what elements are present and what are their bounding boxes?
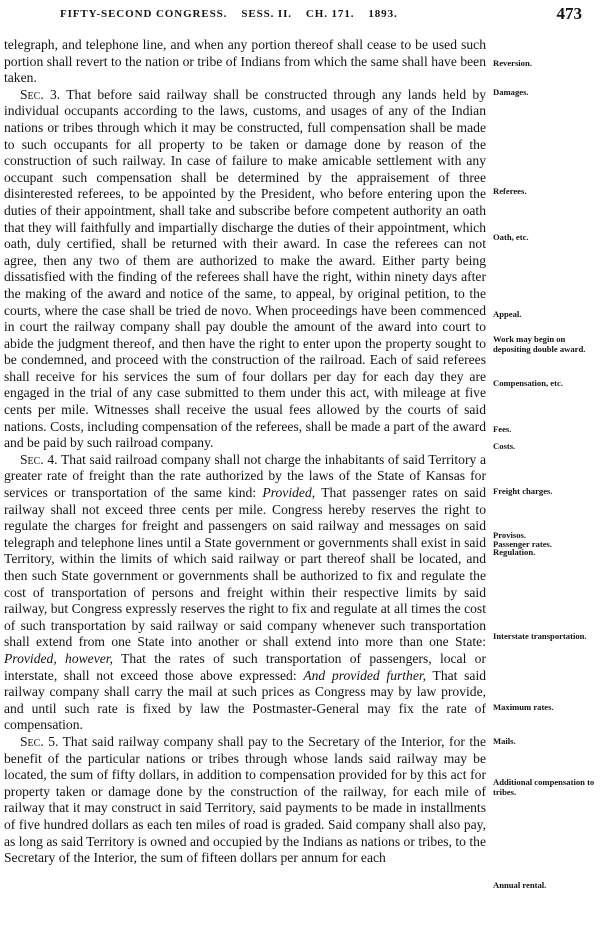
margin-notes	[493, 0, 595, 938]
proviso-3: And provided further,	[303, 667, 427, 683]
margin-note-appeal: Appeal.	[493, 309, 522, 319]
margin-note-reversion: Reversion.	[493, 58, 532, 68]
section-5-label: Sec. 5.	[20, 733, 59, 749]
header-title	[60, 8, 412, 20]
paragraph-reversion: telegraph, and telephone line, and when any portion thereof shall cease to be used such portion shall revert to the nation or tribe of Indians from which the same shall have been taken.	[4, 37, 486, 86]
margin-note-maximum-rates: Maximum rates.	[493, 702, 554, 712]
margin-note-annual-rental: Annual rental.	[493, 880, 547, 890]
margin-note-damages: Damages.	[493, 87, 529, 97]
margin-note-freight-charges: Freight charges.	[493, 486, 553, 496]
proviso-2: Provided, however,	[4, 650, 113, 666]
margin-note-interstate-transportation: Interstate transportation.	[493, 631, 587, 641]
margin-note-passenger-rates: Passenger rates.	[493, 539, 553, 549]
header-year: 1893.	[368, 8, 398, 20]
margin-note-regulation: Regulation.	[493, 547, 536, 557]
margin-note-costs: Costs.	[493, 441, 516, 451]
section-4-text-b: That passenger rates on said railway shall not exceed three cents per mile. Congress hereby reserves the right to regulate the charges for freight and passengers on said railway and messages on said telegraph and telephone lines until a State government or governments shall exist in said Territory, within the limits of which said railway or part thereof shall be located, and then such State government or governments shall be authorized to fix and regulate the cost of transportation of persons and freight within their respective limits by said railway, but Congress expressly reserves the right to fix and regulate at all times the cost of such transportation by said railway or said company whenever such transportation shall extend from one State into another or shall extend into more than one State:	[4, 485, 486, 650]
section-4-label: Sec. 4.	[20, 451, 58, 467]
section-5	[4, 734, 486, 867]
margin-note-fees: Fees.	[493, 424, 512, 434]
section-5-text: That said railway company shall pay to the Secretary of the Interior, for the benefit of the particular nations or tribes through whose lands said railway may be located, the sum of fifty dollars, in addition to compensation provided for by this act for property taken or damage done by the construction of the railway, for each mile of railway that it may construct in said Territory, said payments to be made in installments of five hundred dollars as each ten miles of road is graded. Said company shall also pay, as long as said Territory is owned and occupied by the Indians as nations or tribes, to the Secretary of the Interior, the sum of fifteen dollars per annum for each	[4, 733, 486, 866]
section-4-text-a: That said railroad company shall not charge the inhabitants of said Territory a greater rate of freight than the rate authorized by the laws of the State of Kansas for services or transportation of the same kind:	[4, 451, 486, 501]
page-number: 473	[556, 4, 582, 23]
margin-note-oath: Oath, etc.	[493, 232, 529, 242]
header-session: SESS. II.	[241, 8, 292, 20]
margin-note-provisos: Provisos.	[493, 530, 527, 540]
proviso-1: Provided,	[262, 485, 316, 501]
margin-note-work-may-begin: Work may begin on depositing double award.	[493, 334, 586, 354]
section-4-text-c: That the rates of such transportation of passengers, local or interstate, shall not exceed those above expressed:	[4, 650, 486, 683]
section-4-text-d: That said railway company shall carry the mail at such prices as Congress may by law provide, and until such rate is fixed by law the Postmaster-General may fix the rate of compensation.	[4, 667, 487, 733]
header-chapter: CH. 171.	[305, 8, 355, 20]
margin-note-referees: Referees.	[493, 186, 527, 196]
section-3-label: Sec. 3.	[20, 86, 61, 102]
section-3	[4, 87, 486, 452]
header-congress: FIFTY-SECOND CONGRESS.	[60, 8, 228, 20]
section-3-text: That before said railway shall be constructed through any lands held by individual occupants according to the laws, customs, and usages of any of the Indian nations or tribes through which it may be constructed, full compensation shall be made to such occupants for all property to be taken or damage done by reason of the construction of such railway. In case of failure to make amicable settlement with any occupant such compensation shall be determined by the appraisement of three disinterested referees, to be appointed by the President, who before entering upon the duties of their appointment, shall take and subscribe before competent authority an oath that they will faithfully and impartially discharge the duties of their appointment, which oath, duly certified, shall be returned with their award. In case the referees can not agree, then any two of them are authorized to make the award. Either party being dissatisfied with the finding of the referees shall have the right, within ninety days after the making of the award and notice of the same, to appeal, by original petition, to the courts, where the case shall be tried de novo. When proceedings have been commenced in court the railway company shall pay double the amount of the award into court to abide the judgment thereof, and then have the right to enter upon the property sought to be condemned, and proceed with the construction of the railroad. Each of said referees shall receive for his services the sum of four dollars per day for each day they are engaged in the trial of any case submitted to them under this act, with mileage at five cents per mile. Witnesses shall receive the usual fees allowed by the courts of said nations. Costs, including compensation of the referees, shall be made a part of the award and be paid by such railroad company.	[4, 86, 486, 451]
margin-note-compensation: Compensation, etc.	[493, 378, 563, 388]
section-4	[4, 452, 486, 734]
statute-body	[4, 37, 486, 867]
margin-note-additional-compensation: Additional compensation to tribes.	[493, 777, 595, 797]
margin-note-mails: Mails.	[493, 736, 516, 746]
